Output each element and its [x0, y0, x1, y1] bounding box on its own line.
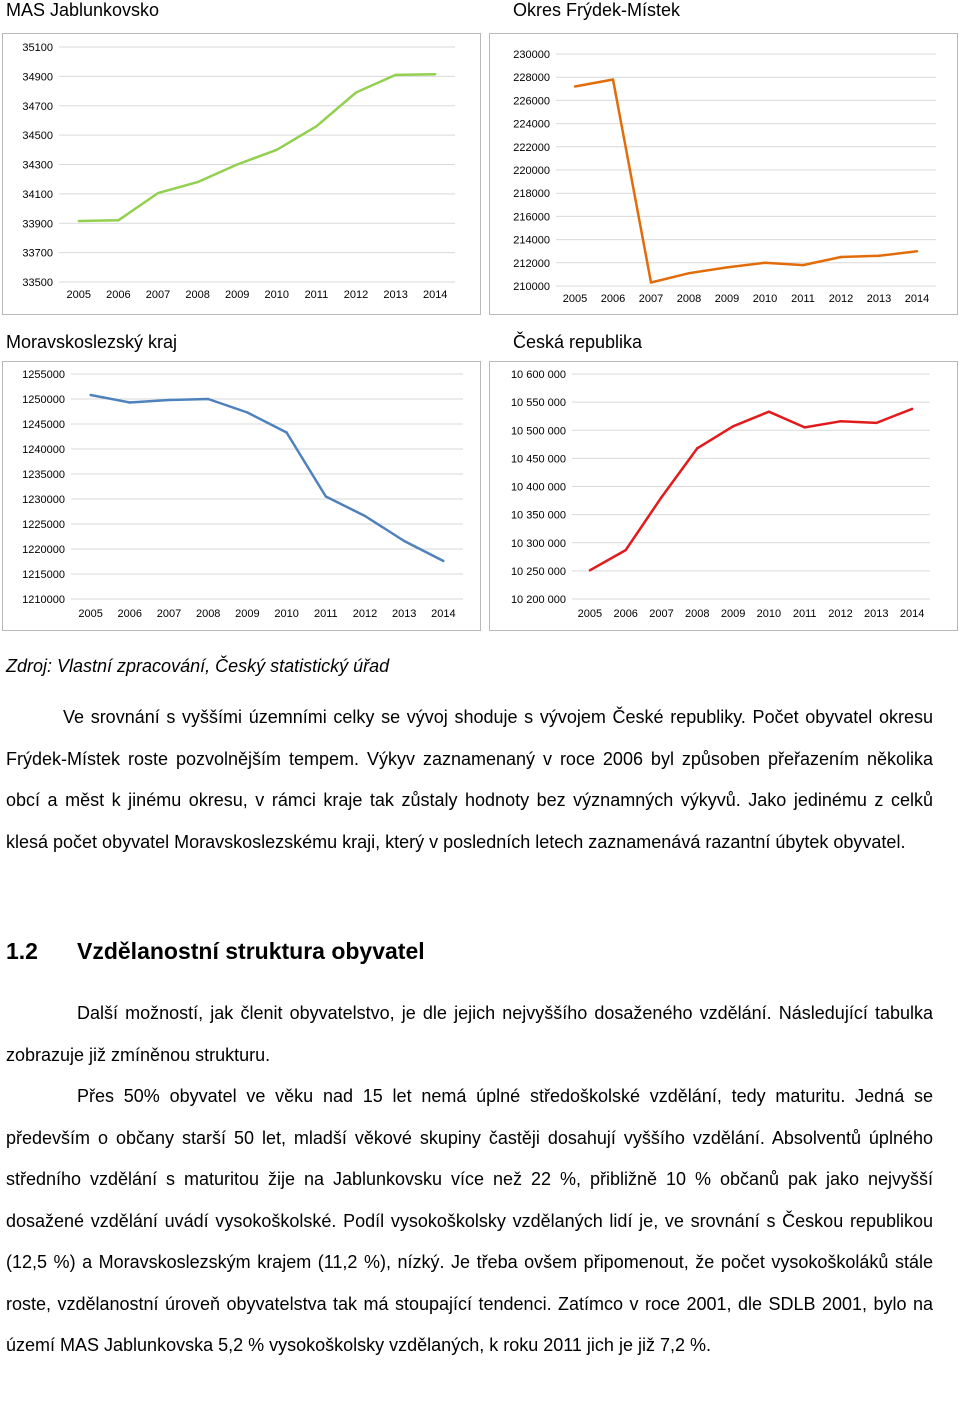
x-tick-label: 2007	[156, 608, 182, 620]
x-tick-label: 2012	[343, 289, 369, 301]
data-point	[916, 250, 918, 252]
data-point	[768, 410, 770, 412]
section-heading	[6, 938, 425, 965]
data-point	[726, 266, 728, 268]
data-point	[434, 73, 436, 75]
y-tick-label: 226000	[513, 95, 550, 108]
y-tick-label: 1230000	[22, 494, 65, 506]
x-tick-label: 2007	[145, 289, 171, 301]
x-tick-label: 2010	[274, 608, 299, 620]
y-tick-label: 10 450 000	[510, 453, 566, 466]
x-tick-label: 2012	[352, 608, 378, 620]
x-tick-label: 2007	[649, 608, 674, 620]
series-line	[79, 74, 435, 221]
x-tick-label: 2014	[422, 289, 448, 301]
y-tick-label: 220000	[513, 165, 550, 177]
data-point	[875, 422, 877, 424]
data-point	[129, 401, 131, 403]
x-tick-label: 2013	[383, 289, 408, 301]
x-tick-label: 2012	[828, 608, 853, 620]
data-point	[246, 411, 248, 413]
y-tick-label: 10 400 000	[510, 481, 566, 494]
x-tick-label: 2014	[899, 608, 925, 620]
data-point	[78, 220, 80, 222]
x-tick-label: 2006	[613, 608, 638, 620]
y-tick-label: 1225000	[22, 519, 65, 531]
y-tick-label: 230000	[513, 49, 550, 61]
x-tick-label: 2005	[66, 289, 92, 301]
x-tick-label: 2006	[106, 289, 131, 301]
data-point	[285, 431, 287, 433]
x-tick-label: 2008	[676, 293, 702, 305]
series-line	[575, 80, 917, 283]
data-point	[157, 192, 159, 194]
data-point	[168, 399, 170, 401]
x-tick-label: 2011	[792, 608, 817, 620]
data-point	[364, 515, 366, 517]
chart-caption-moravskoslezsky-kraj: Moravskoslezský kraj	[6, 332, 178, 352]
data-point	[804, 426, 806, 428]
line-chart-okres-frydek-mistek	[490, 34, 957, 314]
x-tick-label: 2008	[685, 608, 710, 620]
x-tick-label: 2011	[304, 289, 329, 301]
data-point	[650, 281, 652, 283]
y-tick-label: 218000	[513, 188, 550, 201]
data-point	[196, 181, 198, 183]
y-tick-label: 1210000	[22, 594, 65, 606]
data-point	[696, 447, 698, 449]
y-tick-label: 10 250 000	[510, 565, 566, 578]
y-tick-label: 1250000	[22, 394, 65, 406]
data-point	[276, 149, 278, 151]
y-tick-label: 1215000	[22, 569, 65, 581]
data-point	[839, 420, 841, 422]
section-title: Vzdělanostní struktura obyvatel	[77, 938, 425, 964]
data-point	[355, 91, 357, 93]
x-tick-label: 2008	[185, 289, 210, 301]
y-tick-label: 34100	[22, 188, 53, 201]
y-tick-label: 1240000	[22, 444, 65, 456]
y-tick-label: 10 200 000	[510, 594, 566, 606]
data-point	[802, 264, 804, 266]
data-point	[207, 398, 209, 400]
data-point	[625, 549, 627, 551]
x-tick-label: 2010	[756, 608, 782, 620]
y-tick-label: 216000	[513, 211, 550, 224]
chart-mas-jablunkovsko	[2, 33, 481, 315]
chart-okres-frydek-mistek	[489, 33, 958, 315]
data-point	[236, 163, 238, 165]
y-tick-label: 33500	[22, 277, 53, 289]
x-tick-label: 2010	[264, 289, 290, 301]
x-tick-label: 2011	[313, 608, 338, 620]
y-tick-label: 1235000	[22, 469, 65, 481]
data-point	[403, 540, 405, 542]
data-point	[911, 408, 913, 410]
line-chart-mas-jablunkovsko	[3, 34, 480, 314]
x-tick-label: 2014	[431, 608, 456, 620]
chart-ceska-republika	[489, 361, 958, 631]
section-number: 1.2	[6, 938, 38, 964]
data-point	[612, 78, 614, 80]
y-tick-label: 10 300 000	[510, 537, 566, 550]
x-tick-label: 2009	[714, 293, 740, 305]
y-tick-label: 10 350 000	[510, 509, 566, 522]
data-point	[574, 85, 576, 87]
data-point	[442, 560, 444, 562]
data-point	[315, 125, 317, 127]
y-tick-label: 34300	[22, 159, 53, 172]
x-tick-label: 2012	[828, 293, 854, 305]
data-point	[688, 272, 690, 274]
x-tick-label: 2005	[78, 608, 103, 620]
x-tick-label: 2009	[235, 608, 260, 620]
x-tick-label: 2013	[864, 608, 889, 620]
paragraph-education-structure: Přes 50% obyvatel ve věku nad 15 let nemá úplné středoškolské vzdělání, tedy maturitu. Jedná se především o občany starší 50 let, mladší věkové skupiny častěji dosahují vyššího vzdělání. Absolventů úplného středního vzdělání s maturitou žije na Jablunkovsku více než 22 %, přibližně 10 % občanů pak jako nejvyšší dosažené vzdělání uvádí vysokoškolské. Podíl vysokoškolsky vzdělaných lidí je, ve srovnání s Českou republikou (12,5 %) a Moravskoslezským krajem (11,2 %), nízký. Je třeba ovšem připomenout, že počet vysokoškoláků stále roste, vzdělanostní úroveň obyvatelstva tak má stoupající tendenci. Zatímco v roce 2001, dle SDLB 2001, bylo na území MAS Jablunkovska 5,2 % vysokoškolsky vzdělaných, k roku 2011 jich je již 7,2 %.	[6, 1086, 933, 1355]
data-point	[764, 262, 766, 264]
y-tick-label: 34900	[22, 71, 53, 84]
y-tick-label: 35100	[22, 42, 53, 54]
y-tick-label: 1245000	[22, 419, 65, 431]
line-chart-moravskoslezsky-kraj	[3, 362, 480, 630]
x-tick-label: 2008	[195, 608, 221, 620]
data-point	[117, 219, 119, 221]
y-tick-label: 1220000	[22, 544, 65, 556]
y-tick-label: 212000	[513, 257, 550, 270]
x-tick-label: 2014	[904, 293, 930, 305]
series-line	[590, 409, 912, 570]
y-tick-label: 34500	[22, 130, 53, 143]
paragraph-education-intro: Další možností, jak členit obyvatelstvo, je dle jejich nejvyššího dosaženého vzdělání. Následující tabulka zobrazuje již zmíněnou strukturu.	[6, 1003, 933, 1065]
y-tick-label: 214000	[513, 234, 550, 247]
data-point	[660, 496, 662, 498]
y-tick-label: 33700	[22, 247, 53, 260]
y-tick-label: 10 600 000	[510, 369, 566, 381]
x-tick-label: 2013	[391, 608, 417, 620]
data-point	[840, 256, 842, 258]
x-tick-label: 2006	[600, 293, 626, 305]
x-tick-label: 2011	[791, 293, 815, 305]
chart-caption-mas-jablunkovsko: MAS Jablunkovsko	[6, 0, 160, 20]
data-point	[878, 255, 880, 257]
x-tick-label: 2006	[117, 608, 143, 620]
y-tick-label: 228000	[513, 72, 550, 85]
data-point	[325, 495, 327, 497]
y-tick-label: 222000	[513, 141, 550, 154]
x-tick-label: 2009	[224, 289, 250, 301]
data-point	[89, 394, 91, 396]
y-tick-label: 224000	[513, 118, 550, 131]
paragraph-population-comparison: Ve srovnání s vyššími územními celky se vývoj shoduje s vývojem České republiky. Počet obyvatel okresu Frýdek-Místek roste pozvolnějším tempem. Výkyv zaznamenaný v roce 2006 byl způsoben přeřazením několika obcí a měst k jinému okresu, v rámci kraje tak zůstaly hodnoty bez významných výkyvů. Jako jedinému z celků klesá počet obyvatel Moravskoslezskému kraji, který v posledních letech zaznamenává razantní úbytek obyvatel.	[6, 707, 933, 852]
data-point	[394, 74, 396, 76]
data-point	[732, 425, 734, 427]
y-tick-label: 10 500 000	[510, 425, 566, 438]
x-tick-label: 2005	[562, 293, 588, 305]
y-tick-label: 10 550 000	[510, 397, 566, 410]
chart-caption-okres-frydek-mistek: Okres Frýdek-Místek	[513, 0, 681, 20]
x-tick-label: 2010	[752, 293, 778, 305]
y-tick-label: 210000	[513, 281, 550, 293]
x-tick-label: 2013	[866, 293, 892, 305]
line-chart-ceska-republika	[490, 362, 957, 630]
data-point	[589, 569, 591, 571]
source-note: Zdroj: Vlastní zpracování, Český statistický úřad	[6, 656, 390, 676]
x-tick-label: 2007	[638, 293, 664, 305]
y-tick-label: 1255000	[22, 369, 65, 381]
y-tick-label: 33900	[22, 218, 53, 231]
chart-moravskoslezsky-kraj	[2, 361, 481, 631]
series-line	[91, 395, 444, 561]
y-tick-label: 34700	[22, 100, 53, 113]
x-tick-label: 2009	[720, 608, 746, 620]
chart-caption-ceska-republika: Česká republika	[513, 332, 643, 352]
x-tick-label: 2005	[577, 608, 603, 620]
